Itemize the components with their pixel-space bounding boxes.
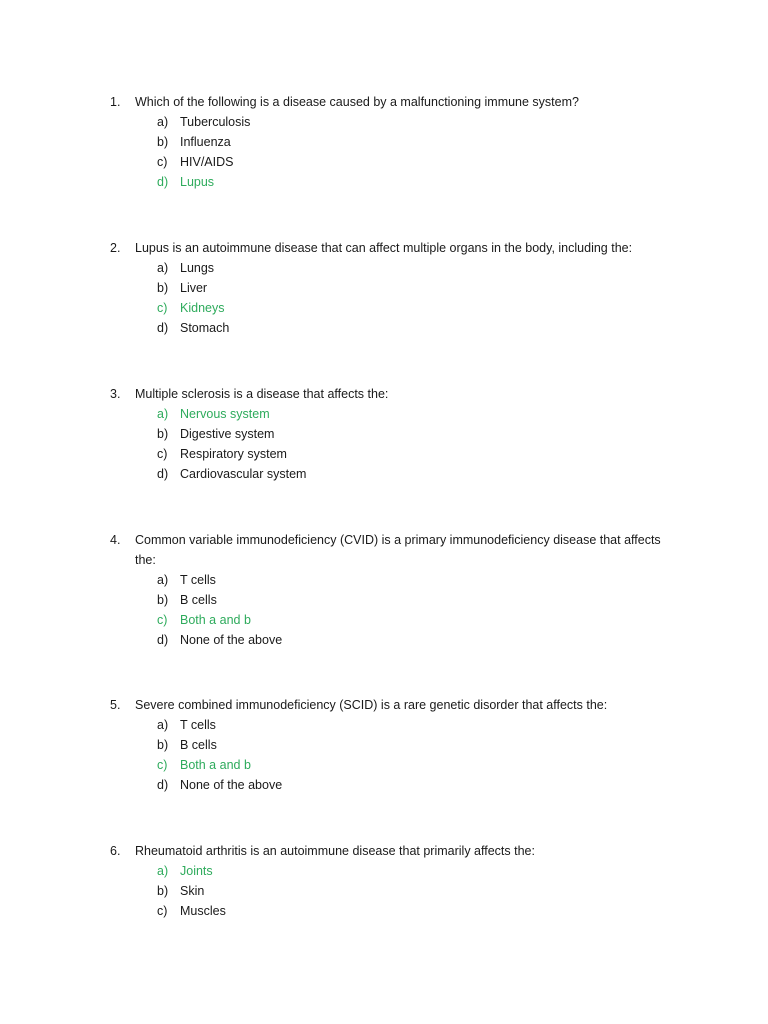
option-text: Both a and b [180,758,251,772]
option-text: Kidneys [180,301,225,315]
answer-option [110,318,680,338]
answer-option [110,278,680,298]
answer-option [110,881,680,901]
question-stem [110,384,680,404]
question-number: 6. [110,844,121,858]
option-text: None of the above [180,778,283,792]
answer-options [110,258,680,338]
option-text: Stomach [180,321,230,335]
answer-option [110,258,680,278]
answer-option-correct [110,172,680,192]
question-item [110,384,680,484]
option-letter: d) [157,633,169,647]
option-text: Joints [180,864,213,878]
option-text: HIV/AIDS [180,155,234,169]
option-text: Digestive system [180,427,275,441]
option-letter: a) [157,407,169,421]
answer-option [110,590,680,610]
question-number: 3. [110,387,121,401]
option-text: Lupus [180,175,215,189]
option-letter: b) [157,738,169,752]
question-text: Lupus is an autoimmune disease that can affect multiple organs in the body, including the: [135,241,633,255]
answer-option [110,424,680,444]
question-text: Rheumatoid arthritis is an autoimmune disease that primarily affects the: [135,844,535,858]
option-text: Tuberculosis [180,115,251,129]
answer-option [110,570,680,590]
option-text: Muscles [180,904,226,918]
option-letter: c) [157,904,168,918]
question-stem [110,92,680,112]
option-letter: d) [157,321,169,335]
answer-option [110,715,680,735]
answer-options [110,715,680,795]
answer-option [110,464,680,484]
option-letter: d) [157,175,169,189]
option-letter: c) [157,447,168,461]
option-text: Liver [180,281,208,295]
option-text: Nervous system [180,407,270,421]
answer-options [110,861,680,921]
option-letter: a) [157,573,169,587]
answer-option-correct [110,298,680,318]
option-letter: b) [157,281,169,295]
answer-options [110,404,680,484]
option-text: T cells [180,573,216,587]
answer-option-correct [110,404,680,424]
answer-option [110,132,680,152]
option-letter: c) [157,301,168,315]
question-text: Which of the following is a disease caused by a malfunctioning immune system? [135,95,579,109]
option-letter: c) [157,758,168,772]
question-number: 4. [110,533,121,547]
answer-option [110,444,680,464]
answer-option [110,775,680,795]
option-letter: a) [157,261,169,275]
question-stem [110,238,680,258]
option-text: Respiratory system [180,447,287,461]
option-text: Skin [180,884,205,898]
option-letter: c) [157,155,168,169]
option-letter: c) [157,613,168,627]
option-letter: a) [157,864,169,878]
question-text: Common variable immunodeficiency (CVID) is a primary immunodeficiency disease that affects the: [135,533,661,567]
answer-option [110,901,680,921]
option-letter: d) [157,467,169,481]
option-text: Influenza [180,135,231,149]
option-letter: b) [157,593,169,607]
option-text: B cells [180,593,217,607]
answer-option-correct [110,755,680,775]
question-number: 5. [110,698,121,712]
option-letter: b) [157,427,169,441]
answer-option-correct [110,610,680,630]
question-number: 2. [110,241,121,255]
question-text: Multiple sclerosis is a disease that affects the: [135,387,389,401]
option-letter: d) [157,778,169,792]
option-text: Both a and b [180,613,251,627]
question-item [110,530,680,650]
question-item [110,841,680,921]
question-stem [110,841,680,861]
answer-options [110,570,680,650]
option-letter: b) [157,884,169,898]
question-number: 1. [110,95,121,109]
option-letter: b) [157,135,169,149]
option-text: T cells [180,718,216,732]
option-text: Cardiovascular system [180,467,307,481]
option-text: B cells [180,738,217,752]
question-item [110,92,680,192]
option-text: None of the above [180,633,283,647]
option-letter: a) [157,115,169,129]
answer-options [110,112,680,192]
question-item [110,238,680,338]
option-text: Lungs [180,261,215,275]
question-text: Severe combined immunodeficiency (SCID) is a rare genetic disorder that affects the: [135,698,608,712]
answer-option [110,152,680,172]
answer-option [110,112,680,132]
question-stem [110,530,680,570]
question-stem [110,695,680,715]
answer-option [110,735,680,755]
answer-option [110,630,680,650]
answer-option-correct [110,861,680,881]
question-item [110,695,680,795]
option-letter: a) [157,718,169,732]
